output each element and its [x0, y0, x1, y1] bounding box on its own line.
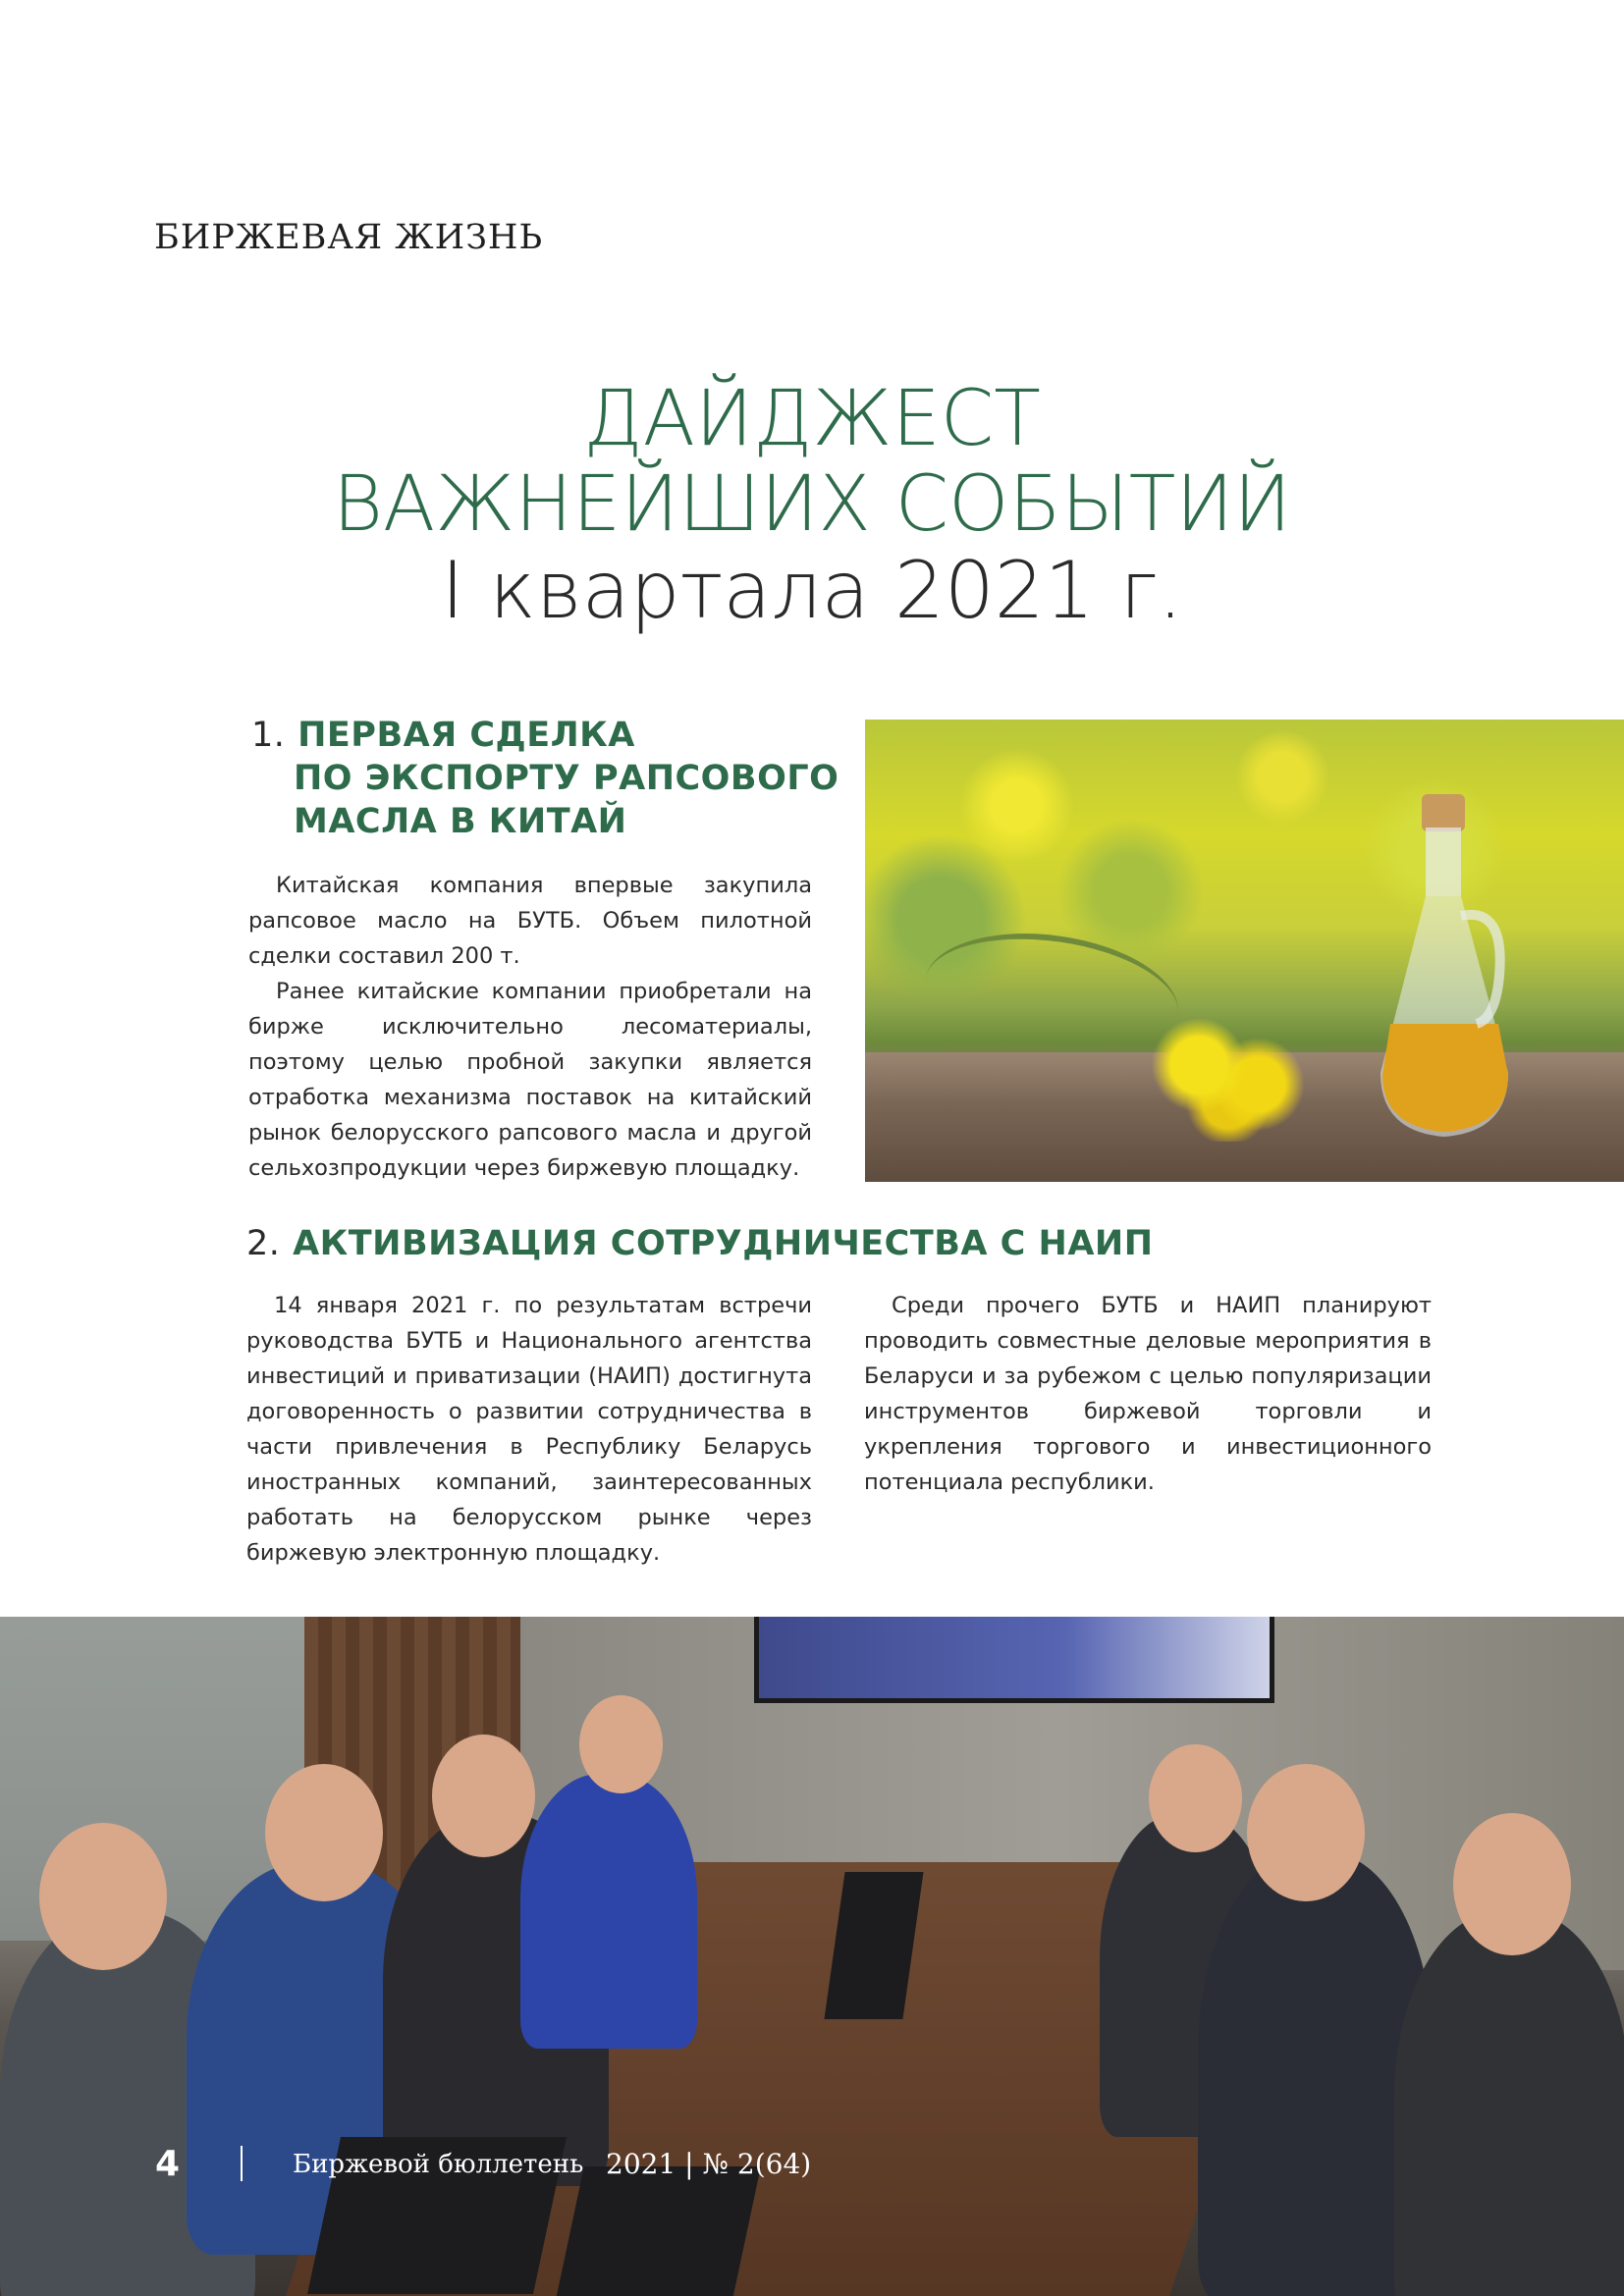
- section1-number: 1.: [251, 716, 286, 755]
- section2-paragraph: Среди прочего БУТБ и НАИП планируют проводить совместные деловые мероприятия в Беларуси и за рубежом с целью популяризации инструментов биржевой торговли и укрепления торгового и инвестиционного потенциала республики.: [864, 1293, 1432, 1495]
- meeting-photo: [0, 1617, 1624, 2296]
- oil-bottle-illustration: [1361, 788, 1528, 1151]
- section1-heading-line2: ПО ЭКСПОРТУ РАПСОВОГО: [294, 759, 839, 798]
- section2-col-right: [864, 1288, 1432, 1500]
- rapeseed-oil-photo: [865, 720, 1624, 1182]
- section2-heading-text: АКТИВИЗАЦИЯ СОТРУДНИЧЕСТВА С НАИП: [293, 1224, 1154, 1263]
- page-footer: [0, 2138, 884, 2187]
- section1-paragraph: Китайская компания впервые закупила рапсовое масло на БУТБ. Объем пилотной сделки составил 200 т.: [248, 873, 812, 969]
- presentation-screen: [754, 1617, 1274, 1703]
- page-number: 4: [155, 2144, 181, 2184]
- section1-heading-line3: МАСЛА В КИТАЙ: [294, 802, 627, 841]
- publication-name: Биржевой бюллетень: [293, 2150, 584, 2179]
- section1-paragraph: Ранее китайские компании приобретали на бирже исключительно лесоматериалы, поэтому целью пробной закупки является отработка механизма поставок на китайский рынок белорусского рапсового масла и другой сельхозпродукции через биржевую площадку.: [248, 979, 812, 1181]
- footer-divider: [241, 2146, 243, 2181]
- section1-body: [248, 868, 812, 1186]
- section1-heading-line1: ПЕРВАЯ СДЕЛКА: [298, 716, 635, 755]
- section2-heading: [246, 1222, 1154, 1265]
- title-line-2: ВАЖНЕЙШИХ СОБЫТИЙ: [332, 460, 1292, 549]
- section2-col-left: [246, 1288, 812, 1571]
- title-line-1: ДАЙДЖЕСТ: [583, 375, 1041, 463]
- title-line-3: I квартала 2021 г.: [441, 545, 1183, 636]
- issue-number: 2021 | № 2(64): [606, 2148, 812, 2180]
- section1-heading: [251, 714, 635, 757]
- section-label: БИРЖЕВАЯ ЖИЗНЬ: [154, 218, 544, 257]
- section2-number: 2.: [246, 1224, 281, 1263]
- section2-paragraph: 14 января 2021 г. по результатам встречи руководства БУТБ и Национального агентства инвестиций и приватизации (НАИП) достигнута договоренность о развитии сотрудничества в части привлечения в Республику Беларусь иностранных компаний, заинтересованных работать на белорусском рынке через биржевую электронную площадку.: [246, 1293, 812, 1566]
